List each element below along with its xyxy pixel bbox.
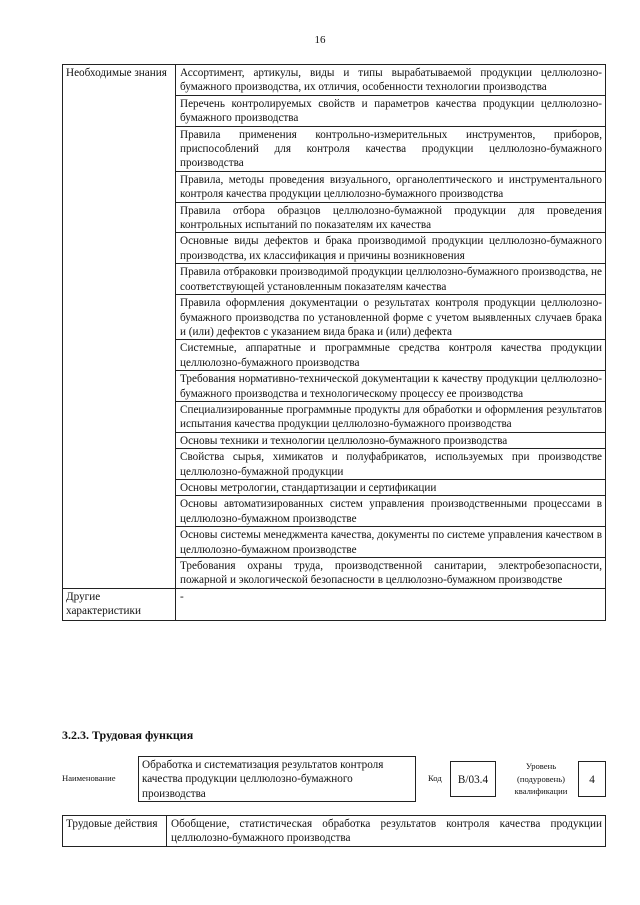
knowledge-item: Правила оформления документации о результатах контроля продукции целлюлозно-бумажного производства по установленной форме с учетом выявленных случаев брака и (или) дефектов с указанием вида брака и (или) дефекта (176, 295, 606, 340)
level-label-line-3: квалификации (514, 786, 568, 796)
level-value: 4 (578, 761, 606, 797)
other-characteristics-row (63, 588, 606, 620)
knowledge-item: Перечень контролируемых свойств и параметров качества продукции целлюлозно-бумажного производства (176, 95, 606, 126)
knowledge-item: Основные виды дефектов и брака производимой продукции целлюлозно-бумажного производства, их классификация и причины возникновения (176, 233, 606, 264)
page-number: 16 (314, 34, 326, 46)
knowledge-item: Свойства сырья, химикатов и полуфабрикатов, используемых при производстве целлюлозно-бумажной продукции (176, 449, 606, 480)
knowledge-item: Системные, аппаратные и программные средства контроля качества продукции целлюлозно-бумажного производства (176, 340, 606, 371)
knowledge-row (63, 65, 606, 96)
labor-actions-table (62, 815, 606, 847)
knowledge-item: Основы системы менеджмента качества, документы по системе управления качеством в целлюлозно-бумажном производстве (176, 527, 606, 558)
knowledge-item: Правила отбраковки производимой продукции целлюлозно-бумажного производства, не соответствующей установленным показателям качества (176, 264, 606, 295)
labor-actions-label: Трудовые действия (63, 816, 167, 847)
labor-function-header (62, 756, 608, 804)
knowledge-item: Правила применения контрольно-измерительных инструментов, приборов, приспособлений для контроля качества продукции целлюлозно-бумажного производства (176, 126, 606, 171)
labor-actions-row (63, 816, 606, 847)
level-label-line-2: (подуровень) (517, 773, 565, 784)
knowledge-item: Специализированные программные продукты для обработки и оформления результатов испытания качества продукции целлюлозно-бумажного производства (176, 401, 606, 432)
labor-function-name: Обработка и систематизация результатов контроля качества продукции целлюлозно-бумажного производства (138, 756, 416, 802)
knowledge-item: Основы техники и технологии целлюлозно-бумажного производства (176, 432, 606, 448)
level-label (506, 760, 576, 798)
code-value: B/03.4 (450, 761, 496, 797)
code-label: Код (428, 773, 442, 783)
knowledge-item: Требования охраны труда, производственной санитарии, электробезопасности, пожарной и экологической безопасности в целлюлозно-бумажном производстве (176, 558, 606, 589)
knowledge-item: Основы метрологии, стандартизации и сертификации (176, 479, 606, 495)
knowledge-label: Необходимые знания (63, 65, 176, 589)
knowledge-item: Правила отбора образцов целлюлозно-бумажной продукции для проведения контрольных испытаний по показателям их качества (176, 202, 606, 233)
knowledge-item: Требования нормативно-технической документации к качеству продукции целлюлозно-бумажного производства и технологическому процессу ее производства (176, 371, 606, 402)
name-label: Наименование (62, 773, 116, 783)
labor-action-item: Обобщение, статистическая обработка результатов контроля качества продукции целлюлозно-бумажного производства (167, 816, 606, 847)
knowledge-table (62, 64, 606, 621)
knowledge-item: Ассортимент, артикулы, виды и типы вырабатываемой продукции целлюлозно-бумажного производства, их отличия, особенности технологии производства (176, 65, 606, 96)
other-characteristics-value: - (176, 588, 606, 620)
other-characteristics-label: Другие характеристики (63, 588, 176, 620)
level-label-line-1: Уровень (525, 761, 557, 771)
section-heading: 3.2.3. Трудовая функция (62, 728, 194, 742)
knowledge-item: Правила, методы проведения визуального, органолептического и инструментального контроля качества продукции целлюлозно-бумажного производства (176, 171, 606, 202)
knowledge-item: Основы автоматизированных систем управления производственными процессами в целлюлозно-бумажном производстве (176, 496, 606, 527)
